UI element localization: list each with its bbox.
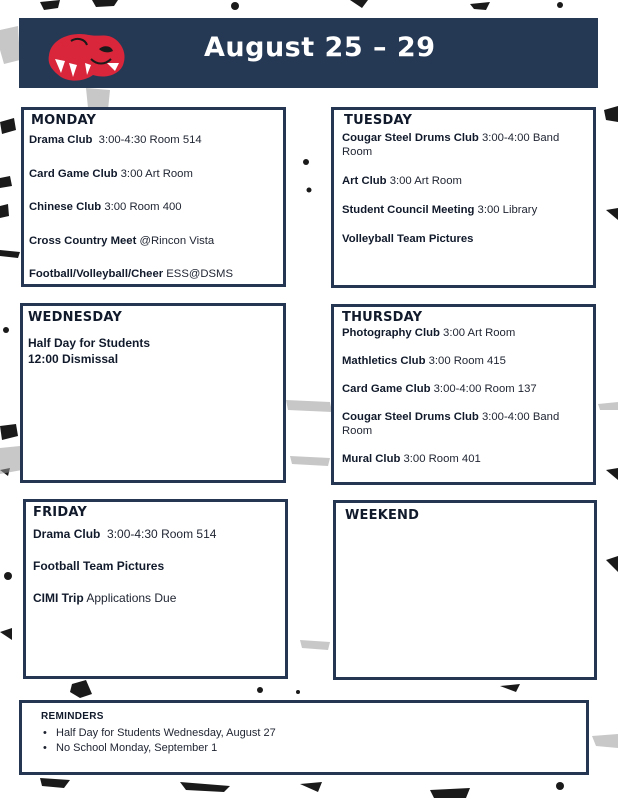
event-item <box>342 203 585 217</box>
event-name: Chinese Club <box>29 201 102 213</box>
event-name: Cross Country Meet <box>29 234 137 247</box>
event-name: Photography Club <box>342 327 440 339</box>
event-item <box>29 267 278 281</box>
event-name: Cougar Steel Drums Club <box>342 132 479 144</box>
reminder-item: • Half Day for Students Wednesday, August 27 <box>41 726 567 741</box>
event-name: Football/Volleyball/Cheer <box>29 268 164 280</box>
event-item <box>29 167 278 181</box>
event-item <box>29 133 278 147</box>
day-title: WEDNESDAY <box>28 310 122 325</box>
event-item <box>33 591 278 605</box>
day-title: MONDAY <box>31 113 97 128</box>
week-title: August 25 – 29 <box>204 32 436 63</box>
event-detail: 3:00 Room 415 <box>425 355 506 367</box>
note-line: Half Day for Students <box>28 336 151 350</box>
reminder-item: • No School Monday, September 1 <box>41 741 567 756</box>
event-name: Card Game Club <box>29 167 118 180</box>
monday-box <box>21 107 286 287</box>
reminders-title: REMINDERS <box>41 711 104 722</box>
event-detail: 3:00-4:00 Band Room <box>342 132 560 158</box>
event-name: Drama Club <box>29 134 93 146</box>
event-list <box>342 131 585 246</box>
event-item <box>29 200 278 214</box>
event-detail: 3:00 Room 401 <box>400 453 481 465</box>
event-name: CIMI Trip <box>33 591 84 605</box>
day-title: TUESDAY <box>344 113 413 128</box>
day-title: FRIDAY <box>33 505 87 520</box>
event-item <box>342 382 585 396</box>
day-title: WEEKEND <box>345 508 420 523</box>
event-detail: Applications Due <box>83 591 177 605</box>
tuesday-box <box>331 107 596 288</box>
event-name: Football Team Pictures <box>33 559 165 573</box>
event-item <box>342 232 585 246</box>
event-item <box>33 527 278 541</box>
event-detail: 3:00 Art Room <box>117 167 193 180</box>
day-title: THURSDAY <box>342 310 423 325</box>
event-name: Art Club <box>342 175 387 187</box>
thursday-box <box>331 304 596 485</box>
event-name: Volleyball Team Pictures <box>342 233 474 245</box>
wednesday-box <box>20 303 286 483</box>
event-item <box>33 559 278 573</box>
event-name: Drama Club <box>33 527 101 541</box>
event-detail: ESS@DSMS <box>163 268 233 280</box>
event-item <box>342 131 585 159</box>
header-banner <box>19 18 598 88</box>
event-name: Mural Club <box>342 453 401 465</box>
event-list <box>342 326 585 466</box>
event-item <box>342 354 585 368</box>
reminders-list <box>41 726 567 756</box>
event-name: Cougar Steel Drums Club <box>342 411 479 423</box>
event-detail: 3:00 Library <box>474 204 538 216</box>
event-item <box>342 410 585 438</box>
event-detail: 3:00-4:00 Room 137 <box>430 383 537 395</box>
event-list <box>29 133 278 281</box>
event-detail: 3:00 Art Room <box>439 327 516 339</box>
event-detail: 3:00 Art Room <box>386 175 462 187</box>
half-day-note <box>28 336 278 367</box>
event-name: Card Game Club <box>342 383 431 395</box>
event-item <box>342 326 585 340</box>
event-item <box>29 234 278 248</box>
friday-box <box>23 499 288 679</box>
event-name: Student Council Meeting <box>342 204 475 216</box>
event-list <box>33 527 278 605</box>
note-line: 12:00 Dismissal <box>28 351 119 366</box>
event-detail: 3:00-4:30 Room 514 <box>92 134 202 146</box>
event-item <box>342 174 585 188</box>
event-detail: 3:00-4:30 Room 514 <box>100 527 217 541</box>
event-name: Mathletics Club <box>342 355 426 367</box>
event-detail: @Rincon Vista <box>136 234 215 247</box>
cougar-mascot-icon <box>41 25 133 85</box>
event-detail: 3:00-4:00 Band Room <box>342 411 560 437</box>
reminders-box <box>19 700 589 775</box>
event-detail: 3:00 Room 400 <box>101 201 182 213</box>
event-item <box>342 452 585 466</box>
weekend-box <box>333 500 597 680</box>
